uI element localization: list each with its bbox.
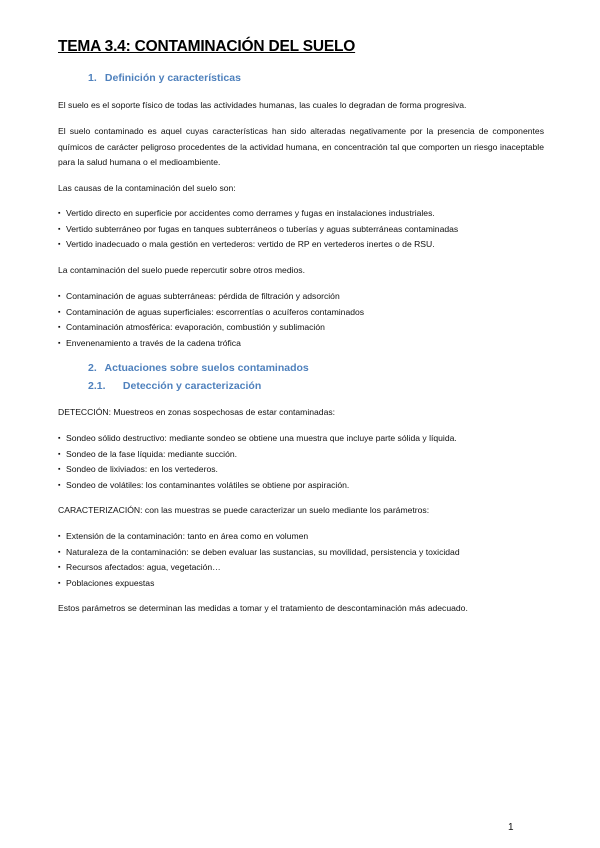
bullet-icon: ▪ (58, 481, 61, 489)
bullet-icon: ▪ (58, 564, 61, 571)
subsection-heading-2-1 (88, 380, 261, 392)
list-item: ▪ Extensión de la contaminación: tanto en área como en volumen (58, 529, 548, 545)
effects-list (58, 289, 548, 351)
section-heading-2 (88, 362, 309, 374)
bullet-icon: ▪ (58, 210, 61, 217)
list-item: ▪ Contaminación de aguas superficiales: escorrentías o acuíferos contaminados (58, 305, 548, 321)
bullet-icon: ▪ (58, 548, 61, 556)
detection-list (58, 431, 548, 493)
list-item: ▪ Recursos afectados: agua, vegetación… (58, 560, 548, 576)
bullet-icon: ▪ (58, 533, 61, 540)
paragraph-definition: El suelo es el soporte físico de todas las actividades humanas, las cuales lo degradan de forma progresiva. (58, 100, 467, 110)
effects-intro: La contaminación del suelo puede repercutir sobre otros medios. (58, 265, 305, 275)
section-number: 2.1. (88, 380, 106, 392)
characterization-list (58, 529, 548, 591)
bullet-icon: ▪ (58, 225, 61, 233)
bullet-icon: ▪ (58, 450, 61, 458)
bullet-icon: ▪ (58, 293, 61, 300)
list-item: ▪ Naturaleza de la contaminación: se deben evaluar las sustancias, su movilidad, persistencia y toxicidad (58, 545, 548, 561)
section-number: 2. (88, 362, 97, 374)
causes-intro: Las causas de la contaminación del suelo son: (58, 183, 236, 193)
section-label: Detección y caracterización (122, 380, 262, 392)
list-item: ▪ Contaminación atmosférica: evaporación, combustión y sublimación (58, 320, 548, 336)
document-title: TEMA 3.4: CONTAMINACIÓN DEL SUELO (58, 38, 356, 55)
list-item: ▪ Sondeo de la fase líquida: mediante succión. (58, 447, 548, 463)
characterization-intro: CARACTERIZACIÓN: con las muestras se puede caracterizar un suelo mediante los parámetros: (58, 505, 430, 515)
bullet-icon: ▪ (58, 579, 61, 587)
page-number: 1 (508, 822, 514, 833)
section-label: Definición y características (104, 72, 241, 84)
bullet-icon: ▪ (58, 241, 61, 248)
section-number: 1. (88, 72, 97, 84)
paragraph-contaminated-soil: El suelo contaminado es aquel cuyas características han sido alteradas negativamente por la presencia de componentes químicos de carácter peligroso procedentes de la actividad humana, en concentración tal que comporten un riesgo inaceptable para la salud humana o el medioambiente. (58, 126, 544, 167)
list-item: ▪ Sondeo sólido destructivo: mediante sondeo se obtiene una muestra que incluye parte sólida y líquida. (58, 431, 548, 447)
bullet-icon: ▪ (58, 435, 61, 442)
detection-intro: DETECCIÓN: Muestreos en zonas sospechosas de estar contaminadas: (58, 407, 336, 417)
bullet-icon: ▪ (58, 308, 61, 316)
bullet-icon: ▪ (58, 466, 61, 473)
list-item: ▪ Sondeo de volátiles: los contaminantes volátiles se obtiene por aspiración. (58, 478, 548, 494)
causes-list (58, 206, 548, 253)
section-heading-1 (88, 72, 241, 84)
list-item: ▪ Sondeo de lixiviados: en los vertederos. (58, 462, 548, 478)
bullet-icon: ▪ (58, 339, 61, 347)
list-item: ▪ Vertido subterráneo por fugas en tanques subterráneos o tuberías y aguas subterráneas contaminadas (58, 222, 548, 238)
list-item: ▪ Poblaciones expuestas (58, 576, 548, 592)
bullet-icon: ▪ (58, 324, 61, 331)
list-item: ▪ Envenenamiento a través de la cadena trófica (58, 336, 548, 352)
list-item: ▪ Vertido inadecuado o mala gestión en vertederos: vertido de RP en vertederos inertes o de RSU. (58, 237, 548, 253)
list-item: ▪ Vertido directo en superficie por accidentes como derrames y fugas en instalaciones industriales. (58, 206, 548, 222)
section-label: Actuaciones sobre suelos contaminados (104, 362, 309, 374)
closing-paragraph: Estos parámetros se determinan las medidas a tomar y el tratamiento de descontaminación más adecuado. (58, 603, 468, 613)
list-item: ▪ Contaminación de aguas subterráneas: pérdida de filtración y adsorción (58, 289, 548, 305)
